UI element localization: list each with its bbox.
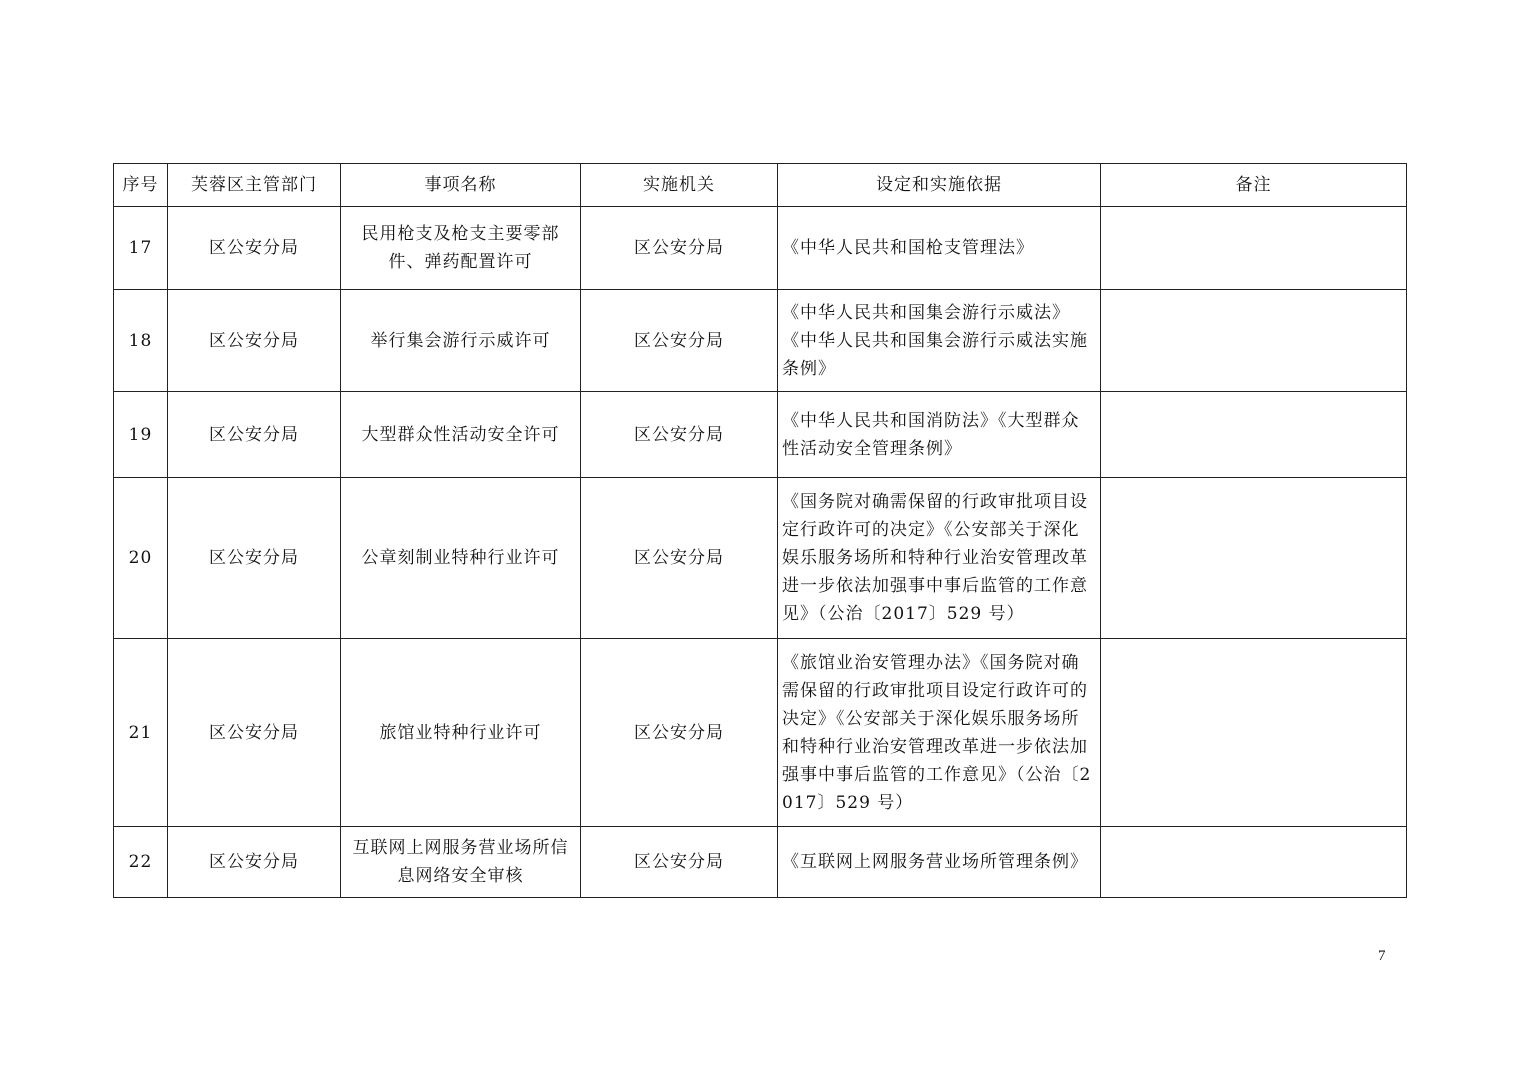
- row-basis: 《中华人民共和国枪支管理法》: [778, 207, 1101, 290]
- row-item-name: 大型群众性活动安全许可: [341, 392, 581, 478]
- row-note: [1101, 290, 1407, 392]
- header-agency: 实施机关: [581, 164, 778, 207]
- row-note: [1101, 827, 1407, 898]
- table-row: [114, 478, 1407, 639]
- header-basis: 设定和实施依据: [778, 164, 1101, 207]
- row-department: 区公安分局: [168, 827, 341, 898]
- row-department: 区公安分局: [168, 478, 341, 639]
- row-agency: 区公安分局: [581, 827, 778, 898]
- row-basis: 《中华人民共和国集会游行示威法》《中华人民共和国集会游行示威法实施条例》: [778, 290, 1101, 392]
- row-department: 区公安分局: [168, 392, 341, 478]
- header-department: 芙蓉区主管部门: [168, 164, 341, 207]
- table-header-row: [114, 164, 1407, 207]
- row-agency: 区公安分局: [581, 290, 778, 392]
- table-row: [114, 392, 1407, 478]
- row-basis: 《中华人民共和国消防法》《大型群众性活动安全管理条例》: [778, 392, 1101, 478]
- row-note: [1101, 207, 1407, 290]
- row-item-name: 公章刻制业特种行业许可: [341, 478, 581, 639]
- row-basis: 《旅馆业治安管理办法》《国务院对确需保留的行政审批项目设定行政许可的决定》《公安部关于深化娱乐服务场所和特种行业治安管理改革进一步依法加强事中事后监管的工作意见》（公治〔2017〕529 号）: [778, 639, 1101, 827]
- row-item-name: 旅馆业特种行业许可: [341, 639, 581, 827]
- row-index: 19: [114, 392, 168, 478]
- page-number: 7: [1378, 948, 1386, 964]
- row-department: 区公安分局: [168, 290, 341, 392]
- row-index: 21: [114, 639, 168, 827]
- table-row: [114, 290, 1407, 392]
- row-item-name: 民用枪支及枪支主要零部件、弹药配置许可: [341, 207, 581, 290]
- table-row: [114, 639, 1407, 827]
- row-note: [1101, 639, 1407, 827]
- row-note: [1101, 478, 1407, 639]
- table-row: [114, 827, 1407, 898]
- row-agency: 区公安分局: [581, 207, 778, 290]
- header-note: 备注: [1101, 164, 1407, 207]
- row-index: 20: [114, 478, 168, 639]
- row-basis: 《互联网上网服务营业场所管理条例》: [778, 827, 1101, 898]
- row-department: 区公安分局: [168, 639, 341, 827]
- row-index: 17: [114, 207, 168, 290]
- row-basis: 《国务院对确需保留的行政审批项目设定行政许可的决定》《公安部关于深化娱乐服务场所和特种行业治安管理改革进一步依法加强事中事后监管的工作意见》（公治〔2017〕529 号）: [778, 478, 1101, 639]
- row-index: 22: [114, 827, 168, 898]
- row-item-name: 举行集会游行示威许可: [341, 290, 581, 392]
- row-note: [1101, 392, 1407, 478]
- row-department: 区公安分局: [168, 207, 341, 290]
- permit-table: [113, 163, 1407, 898]
- header-item-name: 事项名称: [341, 164, 581, 207]
- row-agency: 区公安分局: [581, 478, 778, 639]
- row-index: 18: [114, 290, 168, 392]
- row-agency: 区公安分局: [581, 392, 778, 478]
- header-index: 序号: [114, 164, 168, 207]
- row-item-name: 互联网上网服务营业场所信息网络安全审核: [341, 827, 581, 898]
- row-agency: 区公安分局: [581, 639, 778, 827]
- table-row: [114, 207, 1407, 290]
